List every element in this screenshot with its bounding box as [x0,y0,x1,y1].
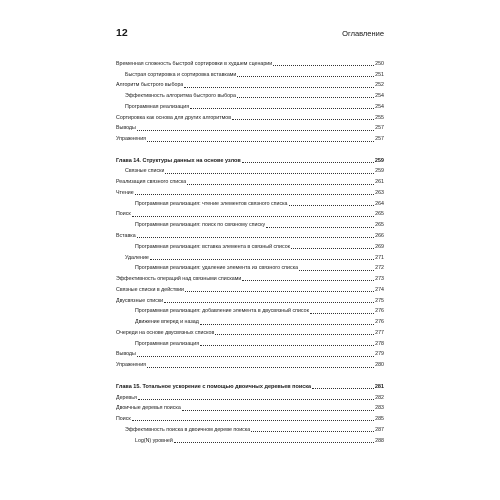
toc-entry[interactable] [116,423,384,434]
toc-entry-page: 280 [375,362,384,369]
toc-entry[interactable] [116,251,384,262]
toc-entry[interactable] [116,283,384,294]
toc-entry[interactable] [116,348,384,359]
toc-entry[interactable] [116,111,384,122]
toc-entry[interactable] [116,57,384,68]
toc-entry-page: 255 [375,114,384,121]
toc-entry[interactable] [116,68,384,79]
toc-entry-page: 261 [375,179,384,186]
toc-entry-title: Эффективность поиска в двоичном дереве поиска [125,426,251,433]
toc-entry[interactable] [116,186,384,197]
toc-entry-title: Связные списки [125,168,165,175]
dot-leader [299,270,374,271]
toc-entry-page: 275 [375,297,384,304]
dot-leader [182,410,374,411]
toc-entry[interactable] [116,175,384,186]
dot-leader [138,399,374,400]
page-header [116,27,384,41]
toc-entry[interactable] [116,197,384,208]
table-of-contents [116,57,384,445]
dot-leader [200,324,374,325]
toc-entry-page: 283 [375,405,384,412]
toc-entry-page: 259 [375,168,384,175]
toc-entry-title: Выводы [116,351,136,358]
dot-leader [242,162,374,163]
dot-leader [132,420,374,421]
dot-leader [242,280,374,281]
toc-entry-title: Программная реализация: поиск по связному списку [135,222,266,229]
toc-entry[interactable] [116,165,384,176]
toc-entry-page: 285 [375,416,384,423]
dot-leader [185,291,374,292]
toc-entry-title: Выводы [116,125,136,132]
toc-entry[interactable] [116,272,384,283]
dot-leader [266,227,374,228]
dot-leader [137,237,374,238]
toc-entry-page: 252 [375,82,384,89]
toc-entry[interactable] [116,294,384,305]
toc-entry-title: Алгоритм быстрого выбора [116,82,184,89]
dot-leader [187,184,374,185]
dot-leader [135,194,374,195]
dot-leader [147,141,374,142]
toc-entry-title: Log(N) уровней [135,437,173,444]
toc-entry[interactable] [116,122,384,133]
toc-spacer [116,143,384,154]
toc-entry-page: 273 [375,276,384,283]
toc-entry-page: 282 [375,394,384,401]
dot-leader [164,302,374,303]
toc-entry-title: Программная реализация: вставка элемента в связный список [135,243,290,250]
dot-leader [150,259,374,260]
toc-entry-title: Глава 14. Структуры данных на основе узлов [116,157,241,164]
toc-entry-title: Быстрая сортировка и сортировка вставками [125,71,237,78]
toc-entry-title: Двусвязные списки [116,297,164,304]
toc-entry-title: Программная реализация: удаление элемента из связного списка [135,265,299,272]
dot-leader [174,442,374,443]
toc-entry-title: Программная реализация [135,340,200,347]
toc-chapter-entry[interactable] [116,380,384,391]
toc-entry[interactable] [116,337,384,348]
toc-entry[interactable] [116,434,384,445]
toc-entry-page: 263 [375,189,384,196]
dot-leader [147,367,374,368]
toc-entry-title: Поиск [116,416,131,423]
toc-entry-title: Эффективность операций над связными списками [116,276,242,283]
toc-entry-page: 276 [375,308,384,315]
toc-entry-page: 272 [375,265,384,272]
toc-entry[interactable] [116,305,384,316]
toc-entry[interactable] [116,412,384,423]
dot-leader [312,388,374,389]
toc-entry-page: 276 [375,319,384,326]
toc-entry-page: 266 [375,233,384,240]
toc-entry-page: 279 [375,351,384,358]
dot-leader [251,431,374,432]
toc-entry[interactable] [116,315,384,326]
toc-entry-title: Вставка [116,233,136,240]
toc-entry[interactable] [116,391,384,402]
toc-entry-page: 254 [375,93,384,100]
toc-entry-page: 254 [375,103,384,110]
dot-leader [232,119,374,120]
dot-leader [165,173,374,174]
toc-entry[interactable] [116,79,384,90]
toc-entry-title: Временная сложность быстрой сортировки в худшем сценарии [116,60,273,67]
toc-entry[interactable] [116,240,384,251]
toc-entry-title: Программная реализация: добавление элемента в двусвязный список [135,308,309,315]
toc-entry[interactable] [116,208,384,219]
toc-entry-page: 250 [375,60,384,67]
toc-entry-page: 265 [375,211,384,218]
dot-leader [190,108,374,109]
toc-entry-page: 251 [375,71,384,78]
toc-entry[interactable] [116,358,384,369]
toc-chapter-entry[interactable] [116,154,384,165]
toc-entry-page: 278 [375,340,384,347]
toc-entry-title: Деревья [116,394,137,401]
toc-entry-page: 271 [375,254,384,261]
toc-entry-page: 281 [374,383,384,390]
dot-leader [310,313,374,314]
page-number: 12 [116,27,128,39]
dot-leader [200,345,374,346]
dot-leader [289,205,375,206]
toc-entry-page: 257 [375,125,384,132]
toc-entry-title: Поиск [116,211,131,218]
toc-entry[interactable] [116,218,384,229]
toc-entry-title: Упражнения [116,362,147,369]
toc-entry-page: 269 [375,243,384,250]
toc-entry[interactable] [116,132,384,143]
toc-entry-title: Двоичные деревья поиска [116,405,181,412]
dot-leader [215,334,374,335]
toc-entry-page: 277 [375,329,384,336]
dot-leader [291,248,374,249]
toc-entry-title: Реализация связного списка [116,179,187,186]
toc-entry-title: Сортировка как основа для других алгоритмов [116,114,232,121]
toc-entry-page: 264 [375,200,384,207]
toc-entry-title: Программная реализация [125,103,190,110]
dot-leader [237,97,374,98]
toc-entry-title: Очереди на основе двусвязных списков [116,329,215,336]
toc-entry-page: 265 [375,222,384,229]
dot-leader [137,356,374,357]
toc-spacer [116,369,384,380]
toc-entry-page: 257 [375,136,384,143]
toc-entry[interactable] [116,262,384,273]
toc-entry-page: 259 [374,157,384,164]
toc-entry[interactable] [116,326,384,337]
toc-entry-title: Эффективность алгоритма быстрого выбора [125,93,236,100]
toc-entry-page: 274 [375,286,384,293]
toc-entry-page: 288 [375,437,384,444]
toc-entry-title: Глава 15. Тотальное ускорение с помощью двоичных деревьев поиска [116,383,312,390]
dot-leader [137,130,374,131]
toc-entry-title: Удаление [125,254,149,261]
toc-entry[interactable] [116,100,384,111]
dot-leader [184,87,374,88]
toc-entry-title: Программная реализация: чтение элементов связного списка [135,200,288,207]
toc-entry-title: Чтение [116,189,134,196]
dot-leader [237,76,374,77]
toc-entry-page: 287 [375,426,384,433]
toc-entry[interactable] [116,229,384,240]
toc-entry-title: Связные списки в действии [116,286,184,293]
running-title: Оглавление [342,29,384,38]
toc-entry[interactable] [116,89,384,100]
toc-entry[interactable] [116,402,384,413]
dot-leader [132,216,374,217]
toc-entry-title: Движение вперед и назад [135,319,199,326]
dot-leader [273,65,374,66]
toc-entry-title: Упражнения [116,136,147,143]
